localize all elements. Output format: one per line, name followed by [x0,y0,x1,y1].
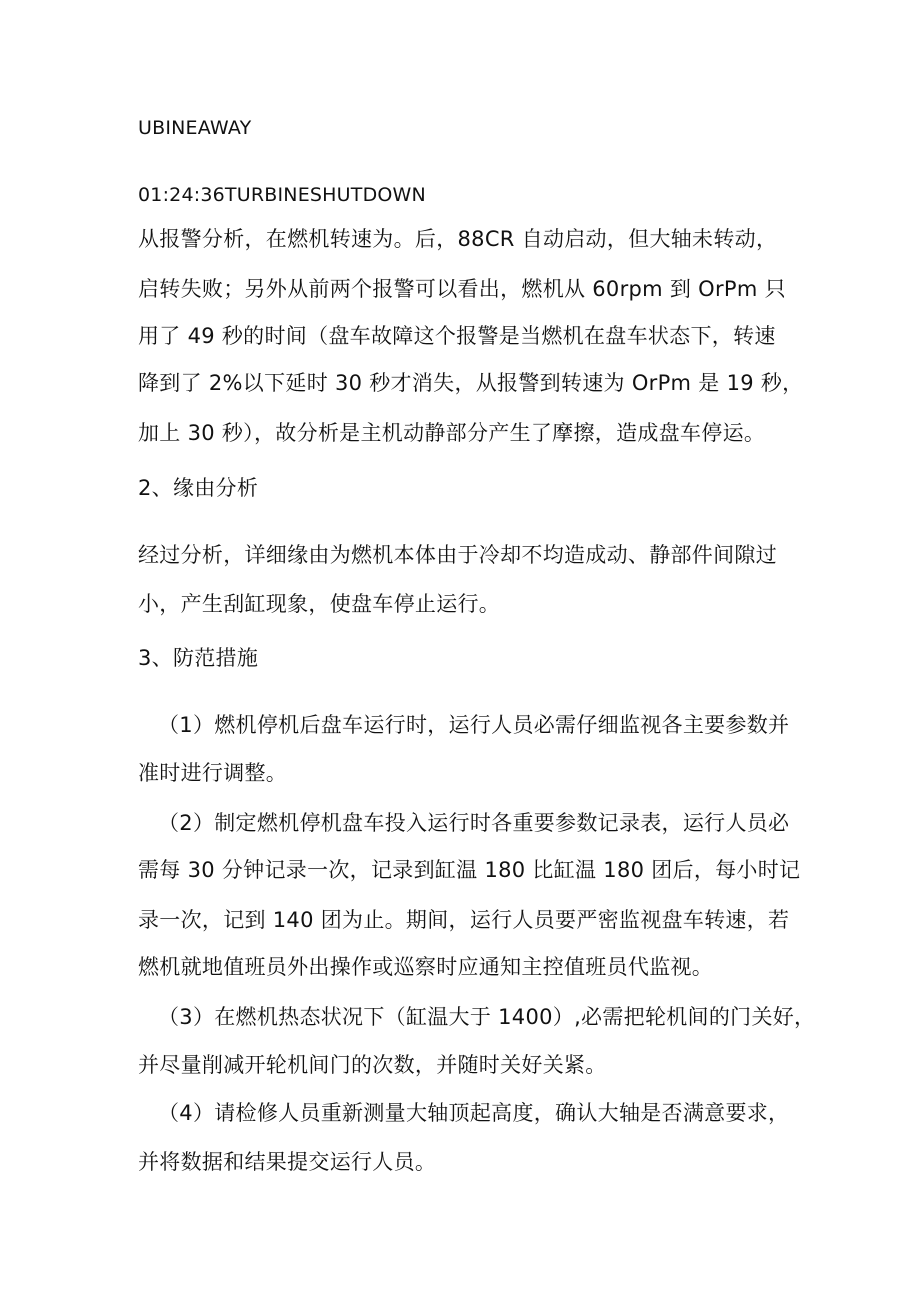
header-line-2: 01:24:36TURBINESHUTDOWN [138,184,426,206]
measure-4-line-1: （4）请检修人员重新测量大轴顶起高度，确认大轴是否满意要求， [158,1101,790,1125]
section-2-title: 2、缘由分析 [138,476,259,500]
analysis-line-4: 降到了 2%以下延时 30 秒才消失，从报警到转速为 OrPm 是 19 秒， [138,371,804,395]
section-2-line-1: 经过分析，详细缘由为燃机本体由于冷却不均造成动、静部件间隙过 [138,543,777,567]
measure-4-line-2: 并将数据和结果提交运行人员。 [138,1150,437,1174]
measure-1-line-2: 准时进行调整。 [138,761,288,785]
measure-1-line-1: （1）燃机停机后盘车运行时，运行人员必需仔细监视各主要参数并 [158,713,790,737]
measure-3-line-1: （3）在燃机热态状况下（缸温大于 1400）,必需把轮机间的门关好， [158,1005,816,1029]
measure-2-line-2: 需每 30 分钟记录一次，记录到缸温 180 比缸温 180 团后，每小时记 [138,858,801,882]
section-3-title: 3、防范措施 [138,646,259,670]
analysis-line-2: 启转失败；另外从前两个报警可以看出，燃机从 60rpm 到 OrPm 只 [138,277,786,301]
measure-2-line-1: （2）制定燃机停机盘车投入运行时各重要参数记录表，运行人员必 [158,811,790,835]
measure-2-line-4: 燃机就地值班员外出操作或巡察时应通知主控值班员代监视。 [138,955,714,979]
measure-2-line-3: 录一次，记到 140 团为止。期间，运行人员要严密监视盘车转速，若 [138,908,790,932]
analysis-line-1: 从报警分析，在燃机转速为。后，88CR 自动启动，但大轴未转动， [138,227,778,251]
section-2-line-2: 小，产生刮缸现象，使盘车停止运行。 [138,592,501,616]
header-line-1: UBINEAWAY [138,117,252,139]
analysis-line-3: 用了 49 秒的时间（盘车故障这个报警是当燃机在盘车状态下，转速 [138,324,776,348]
analysis-line-5: 加上 30 秒），故分析是主机动静部分产生了摩擦，造成盘车停运。 [138,421,766,445]
measure-3-line-2: 并尽量削减开轮机间门的次数，并随时关好关紧。 [138,1053,607,1077]
